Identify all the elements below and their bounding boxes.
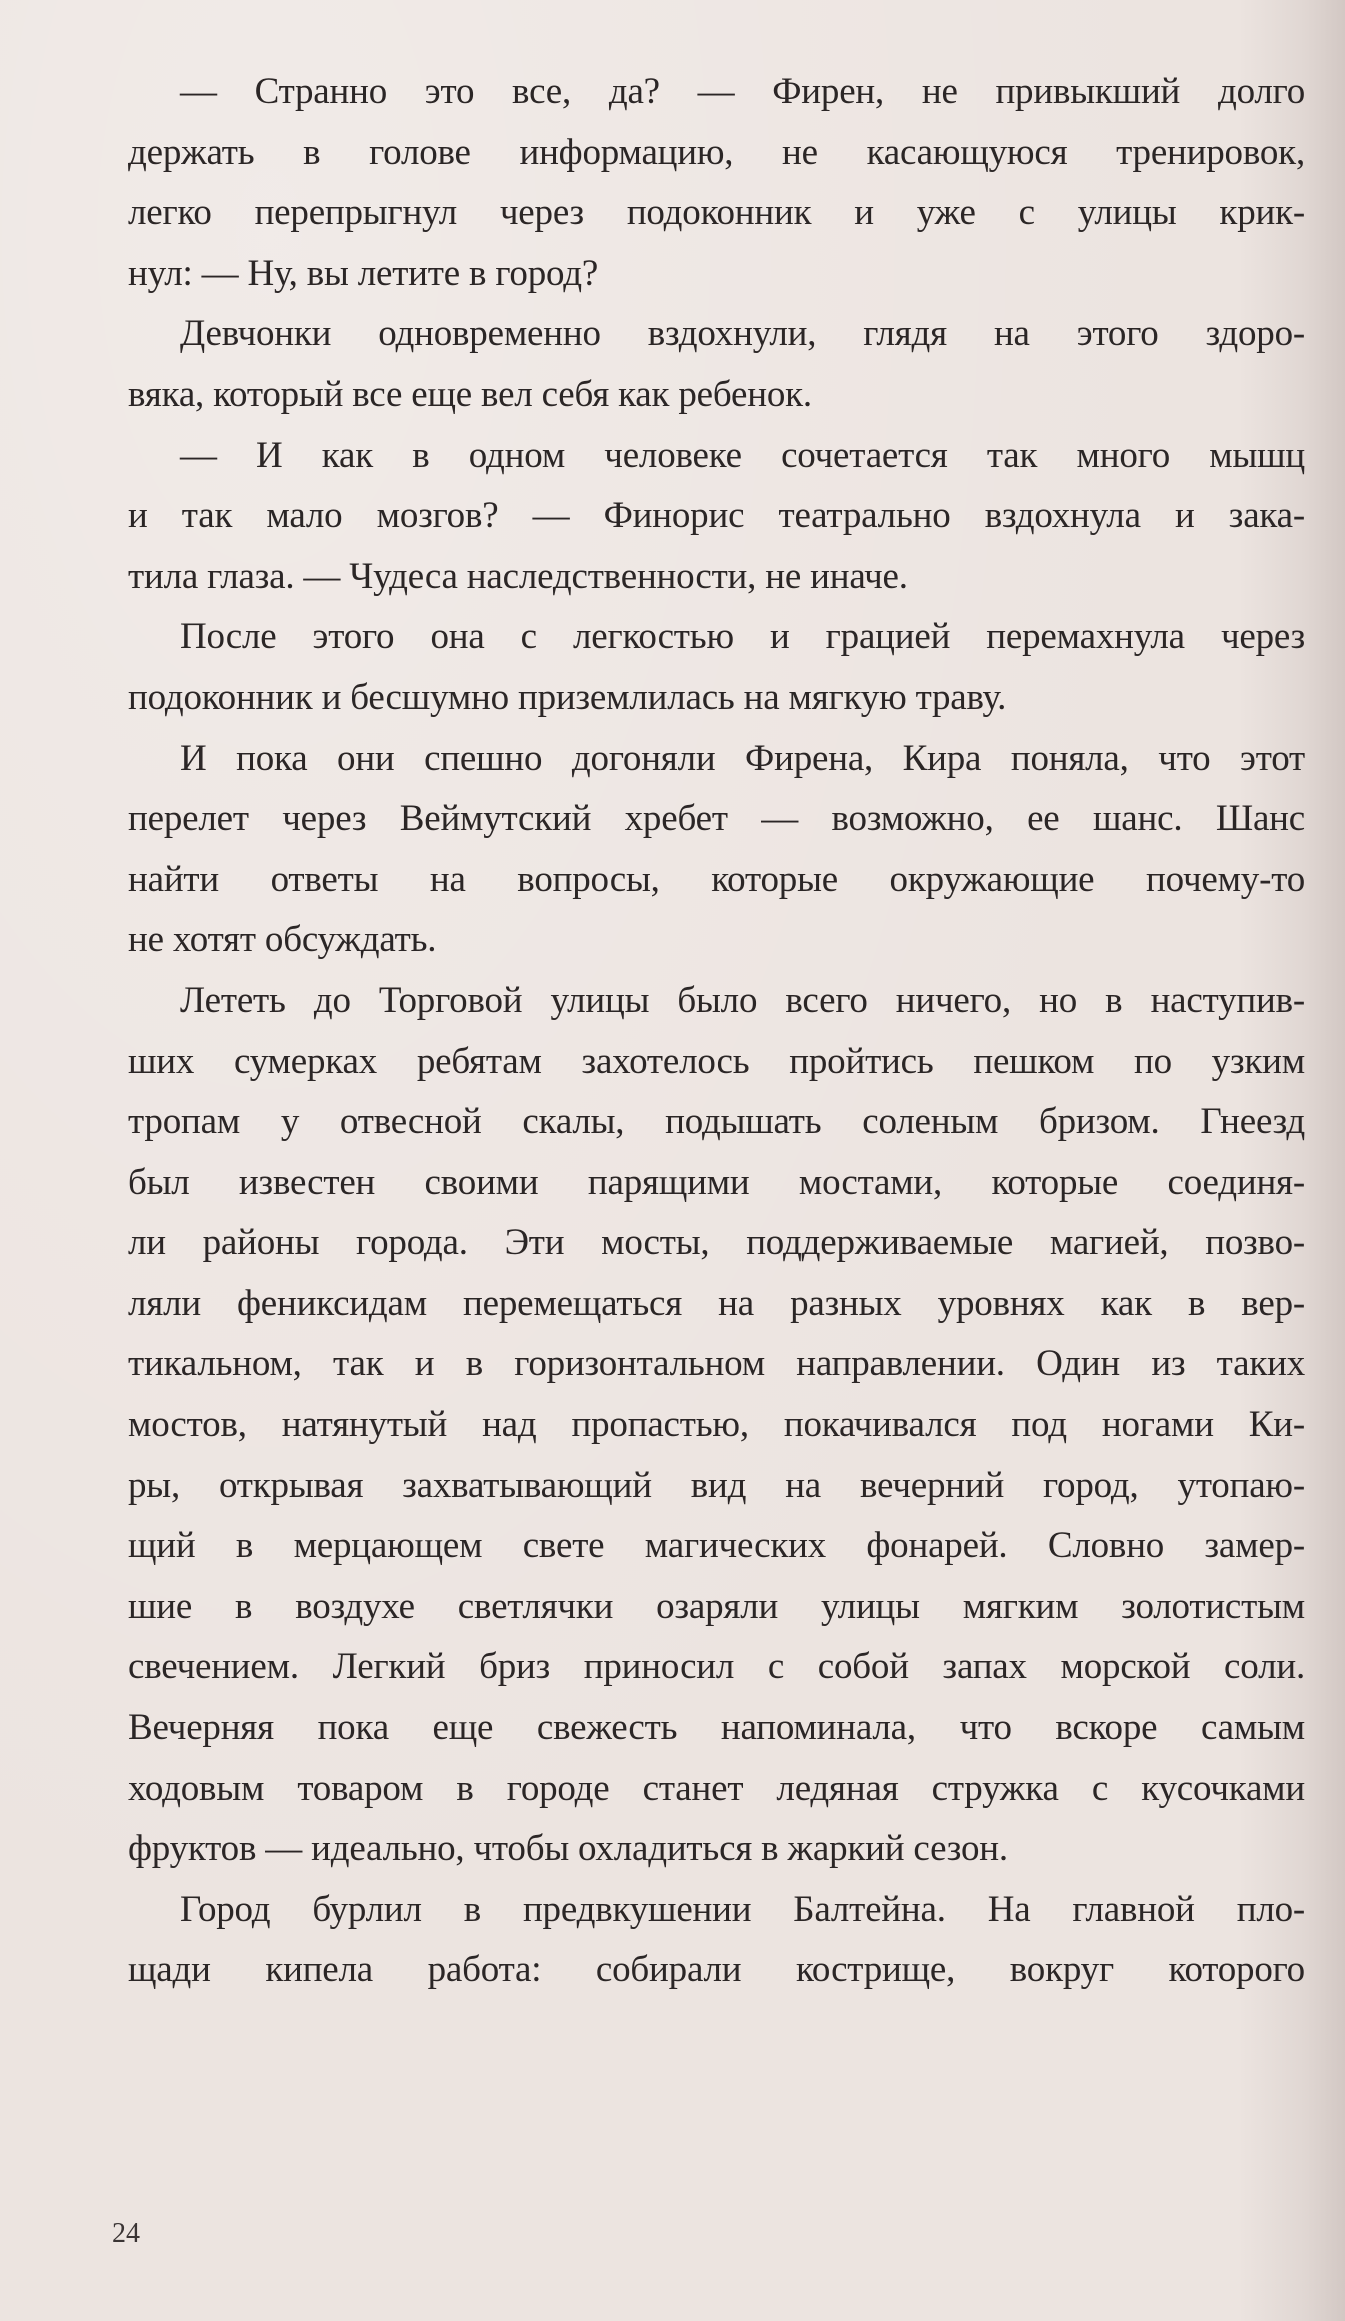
text-line: — И как в одном человеке сочетается так много мышц: [180, 434, 1305, 476]
text-line: щади кипела работа: собирали кострище, вокруг которого: [128, 1949, 1305, 1991]
page-number: 24: [112, 2218, 140, 2249]
text-line: ших сумерках ребятам захотелось пройтись пешком по узким: [128, 1040, 1305, 1082]
text-line: щий в мерцающем свете магических фонарей. Словно замер-: [128, 1525, 1305, 1567]
text-line: ходовым товаром в городе станет ледяная стружка с кусочками: [128, 1767, 1305, 1809]
text-line: держать в голове информацию, не касающуюся тренировок,: [128, 131, 1305, 173]
text-line: свечением. Легкий бриз приносил с собой запах морской соли.: [128, 1646, 1305, 1688]
text-line: найти ответы на вопросы, которые окружающие почему-то: [128, 858, 1305, 900]
text-line: перелет через Веймутский хребет — возможно, ее шанс. Шанс: [128, 798, 1305, 840]
text-line: легко перепрыгнул через подоконник и уже с улицы крик-: [128, 192, 1305, 234]
text-line: и так мало мозгов? — Финорис театрально вздохнула и зака-: [128, 495, 1305, 537]
text-line: После этого она с легкостью и грацией перемахнула через: [180, 616, 1305, 658]
text-line: ры, открывая захватывающий вид на вечерний город, утопаю-: [128, 1464, 1305, 1506]
text-line: Девчонки одновременно вздохнули, глядя на этого здоро-: [180, 313, 1305, 355]
text-line: Лететь до Торговой улицы было всего ничего, но в наступив-: [180, 979, 1305, 1021]
text-line: Вечерняя пока еще свежесть напоминала, что вскоре самым: [128, 1707, 1305, 1749]
text-line: ли районы города. Эти мосты, поддерживаемые магией, позво-: [128, 1222, 1305, 1264]
text-line: был известен своими парящими мостами, которые соединя-: [128, 1161, 1305, 1203]
text-line: Город бурлил в предвкушении Балтейна. На главной пло-: [180, 1888, 1305, 1930]
text-line: тропам у отвесной скалы, подышать соленым бризом. Гнеезд: [128, 1101, 1305, 1143]
text-line: фруктов — идеально, чтобы охладиться в жаркий сезон.: [128, 1828, 1008, 1870]
text-line: вяка, который все еще вел себя как ребенок.: [128, 373, 812, 415]
text-line: мостов, натянутый над пропастью, покачивался под ногами Ки-: [128, 1404, 1305, 1446]
text-line: подоконник и бесшумно приземлилась на мягкую траву.: [128, 676, 1007, 718]
text-line: тила глаза. — Чудеса наследственности, не иначе.: [128, 555, 908, 597]
text-line: не хотят обсуждать.: [128, 919, 437, 961]
text-line: ляли фениксидам перемещаться на разных уровнях как в вер-: [128, 1282, 1305, 1324]
text-line: И пока они спешно догоняли Фирена, Кира поняла, что этот: [180, 737, 1305, 779]
body-text: [128, 62, 1305, 2001]
text-line: тикальном, так и в горизонтальном направлении. Один из таких: [128, 1343, 1305, 1385]
text-line: нул: — Ну, вы летите в город?: [128, 252, 599, 294]
text-line: — Странно это все, да? — Фирен, не привыкший долго: [180, 71, 1305, 112]
text-line: шие в воздухе светлячки озаряли улицы мягким золотистым: [128, 1585, 1305, 1627]
